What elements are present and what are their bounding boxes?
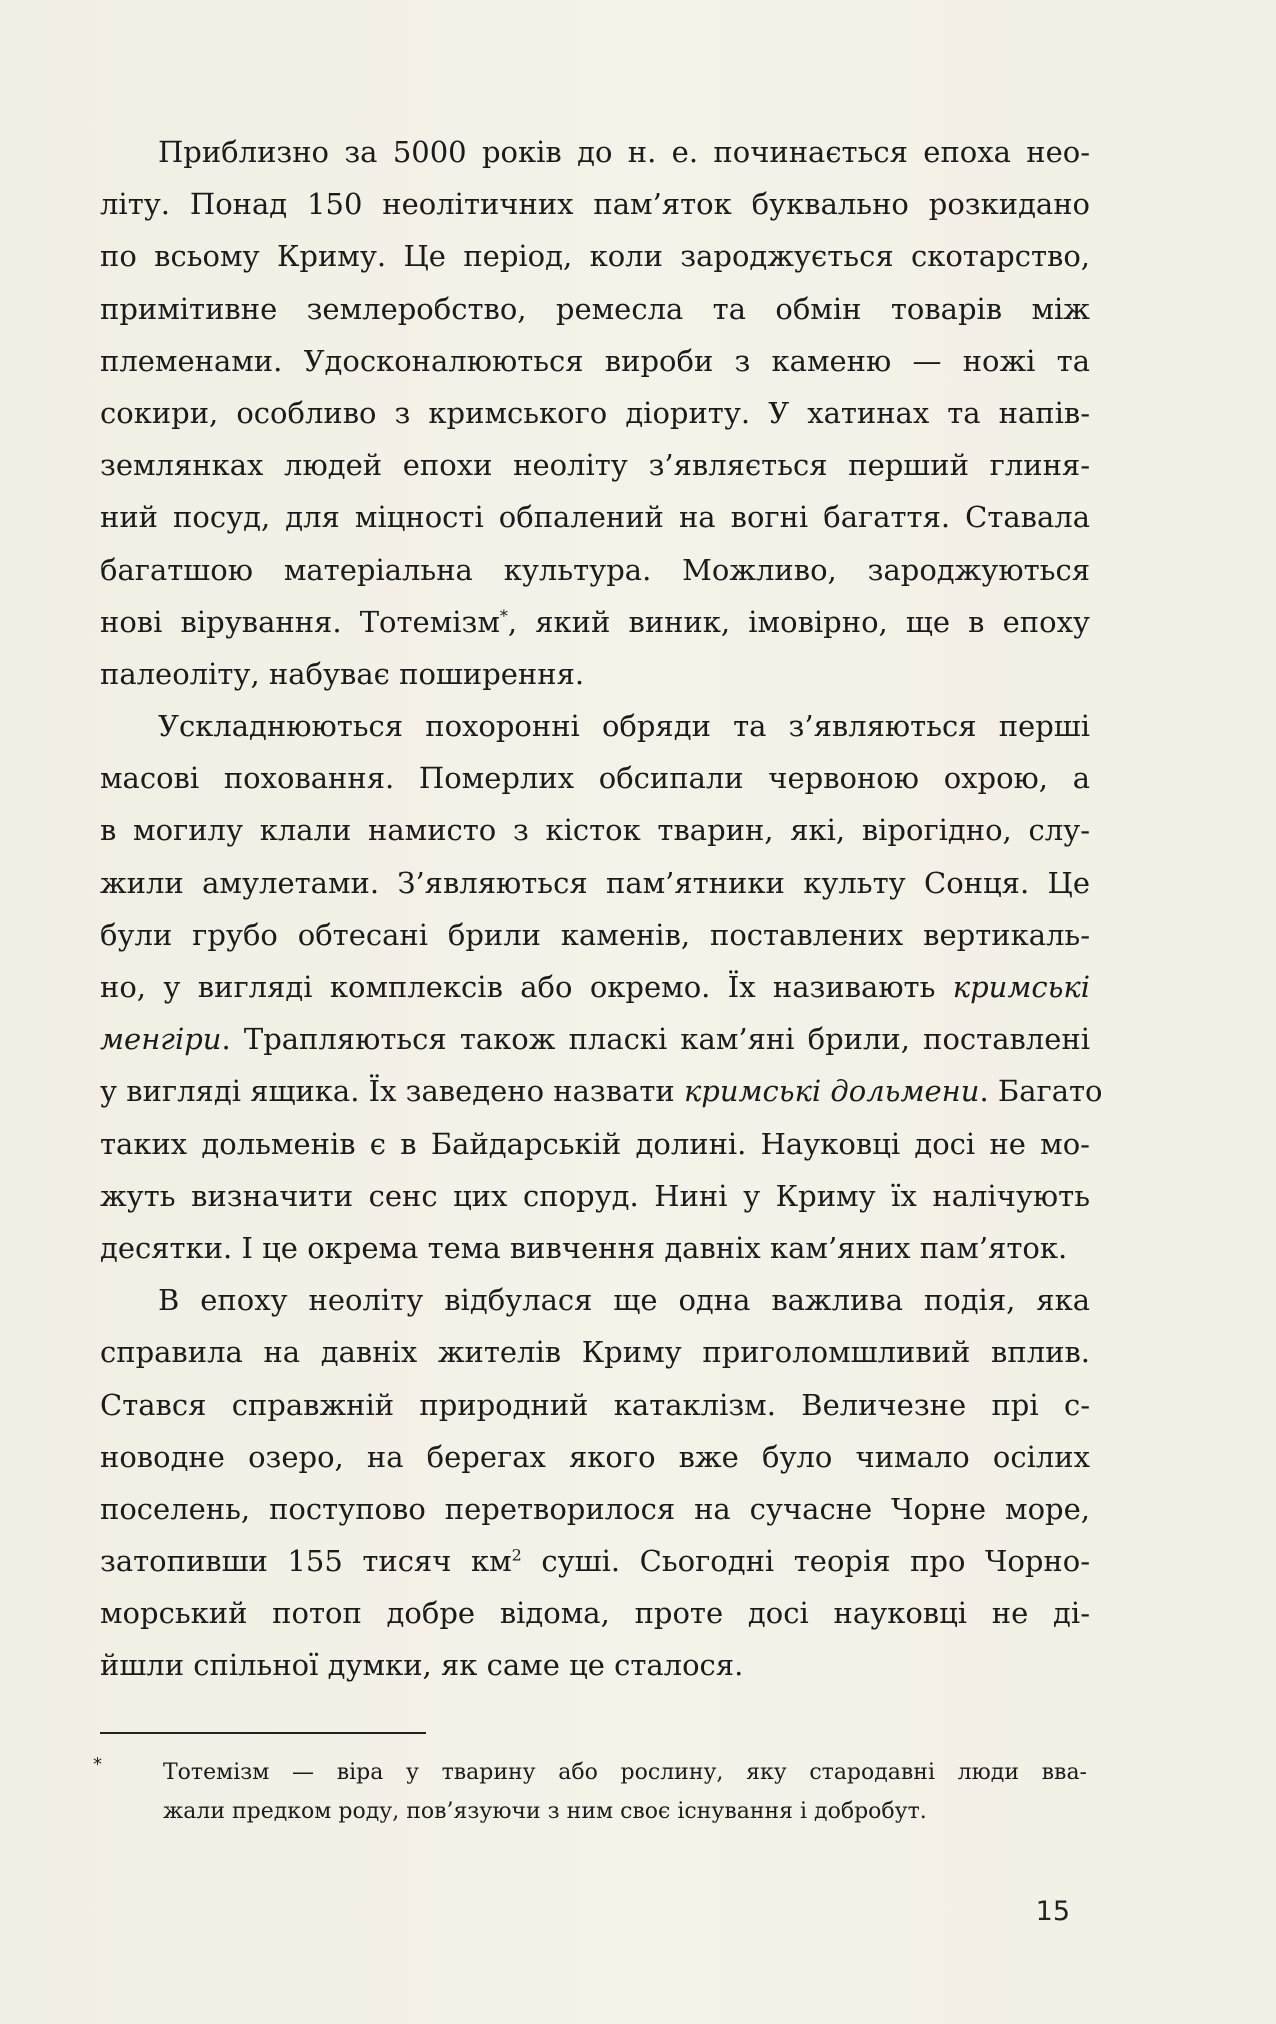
text-line: жуть визначити сенс цих споруд. Нині у Криму їх налічують [100,1178,1090,1213]
text-line: землянках людей епохи неоліту з’являється перший глиня- [100,448,1090,483]
text-line: примітивне землеробство, ремесла та обмін товарів між [100,291,1090,326]
text-line: йшли спільної думки, як саме це сталося. [100,1648,744,1683]
text-line: Ускладнюються похоронні обряди та з’являються перші [158,709,1090,744]
text-line: таких дольменів є в Байдарській долині. Науковці досі не мо- [100,1126,1090,1161]
text-line: багатшою матеріальна культура. Можливо, зароджуються [100,552,1090,587]
italic-term: кримські дольмени [683,1074,980,1109]
page-number: 15 [1035,1896,1070,1927]
text-line [100,1065,1103,1117]
text-line: літу. Понад 150 неолітичних пам’яток буквально розкидано [100,187,1090,222]
text-line: племенами. Удосконалюються вироби з каменю — ножі та [100,343,1090,378]
text-line: Приблизно за 5000 років до н. е. починається епоха нео- [158,135,1090,169]
text-line [100,596,1090,648]
text-segment: . Багато [979,1074,1103,1109]
text-line: жили амулетами. З’являються пам’ятники культу Сонця. Це [100,865,1090,900]
footnote-marker: * [93,1754,102,1775]
text-segment: . Трапляються також пласкі кам’яні брили, поставлені [221,1022,1090,1057]
footnote-line: Тотемізм — віра у тварину або рослину, яку стародавні люди вва- [163,1760,1087,1785]
text-segment: суші. Сьогодні теорія про Чорно- [521,1544,1091,1579]
text-line: десятки. І це окрема тема вивчення давніх кам’яних пам’яток. [100,1230,1068,1265]
text-line: ний посуд, для міцності обпалений на вогні багаття. Ставала [100,500,1090,535]
text-line: в могилу клали намисто з кісток тварин, які, вірогідно, слу- [100,813,1090,848]
italic-term: кримські [952,970,1090,1004]
text-segment: затопивши 155 тисяч км [100,1544,512,1579]
text-line: Стався справжній природний катаклізм. Величезне прі с- [100,1387,1090,1422]
italic-term: менгіри [100,1022,222,1057]
text-line: масові поховання. Померлих обсипали червоною охрою, а [100,761,1090,796]
text-line: сокири, особливо з кримського діориту. У хатинах та напів- [100,395,1090,430]
text-segment: но, у вигляді комплексів або окремо. Їх називають [100,970,953,1004]
text-segment: нові вірування. Тотемізм [100,604,500,639]
superscript: 2 [511,1545,522,1565]
text-line: палеоліту, набуває поширення. [100,656,585,691]
text-line [100,1535,1090,1587]
footnote [163,1753,1087,1831]
text-segment: у вигляді ящика. Їх заведено назвати [100,1074,684,1109]
footnote-line: жали предком роду, пов’язуючи з ним своє існування і добробут. [163,1799,927,1824]
text-line [100,961,1090,1013]
text-segment: , який виник, імовірно, ще в епоху [507,604,1090,639]
text-line: поселень, поступово перетворилося на сучасне Чорне море, [100,1491,1090,1526]
text-line: В епоху неоліту відбулася ще одна важлива подія, яка [158,1283,1090,1318]
text-line [100,1013,1090,1065]
text-line: по всьому Криму. Це період, коли зароджується скотарство, [100,239,1090,274]
text-line: були грубо обтесані брили каменів, поставлених вертикаль- [100,917,1090,952]
main-text [100,126,1103,1692]
footnote-reference: * [499,606,508,626]
text-line: новодне озеро, на берегах якого вже було чимало осілих [100,1439,1090,1474]
text-line: справила на давніх жителів Криму приголомшливий вплив. [100,1335,1090,1370]
footnote-divider [100,1732,426,1734]
text-line: морський потоп добре відома, проте досі науковці не ді- [100,1596,1090,1631]
